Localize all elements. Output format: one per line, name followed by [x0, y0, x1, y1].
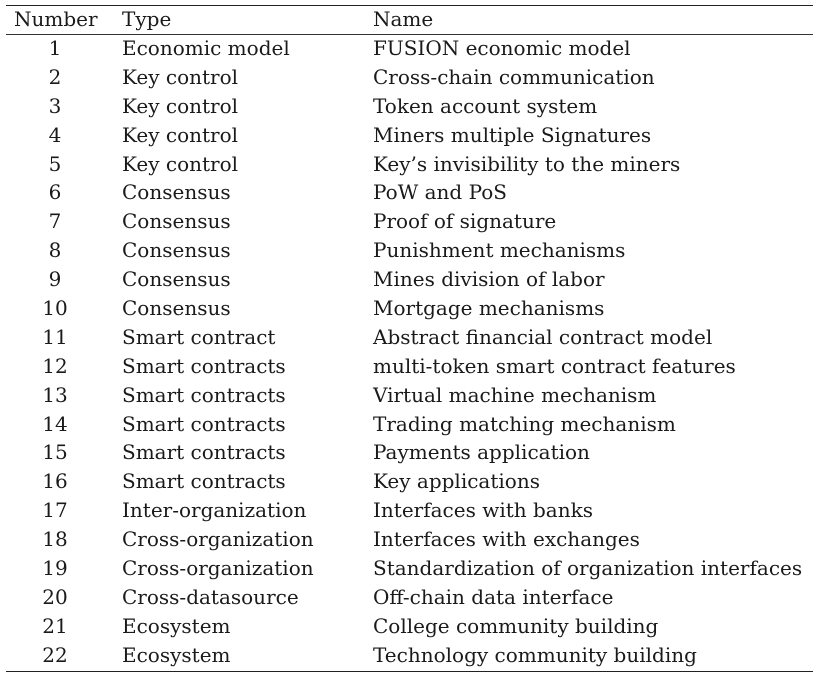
- cell-number: 10: [42, 296, 68, 321]
- cell-name: Cross-chain communication: [373, 64, 655, 89]
- cell-name: College community building: [373, 613, 659, 638]
- cell-name: Standardization of organization interfaces: [373, 556, 803, 581]
- cell-number: 8: [48, 238, 62, 263]
- cell-number: 6: [48, 180, 62, 205]
- table-row: [6, 612, 813, 641]
- table-row: [6, 63, 813, 92]
- cell-number: 12: [42, 353, 68, 378]
- cell-name: Token account system: [373, 93, 598, 118]
- table-row: [6, 178, 813, 207]
- cell-type: Consensus: [122, 238, 231, 263]
- cell-type: Cross-datasource: [122, 584, 299, 609]
- cell-number: 9: [48, 267, 62, 292]
- cell-name: Miners multiple Signatures: [373, 122, 652, 147]
- cell-number: 17: [42, 498, 68, 523]
- cell-type: Consensus: [122, 296, 231, 321]
- cell-type: Smart contracts: [122, 382, 286, 407]
- cell-number: 3: [48, 93, 62, 118]
- table-row: [6, 496, 813, 525]
- table-bottom-rule: [6, 671, 813, 672]
- cell-name: Abstract financial contract model: [373, 324, 713, 349]
- cell-name: Mortgage mechanisms: [373, 296, 605, 321]
- cell-type: Ecosystem: [122, 613, 231, 638]
- cell-name: Key’s invisibility to the miners: [373, 151, 681, 176]
- column-header-name: Name: [373, 7, 434, 31]
- cell-number: 11: [42, 324, 68, 349]
- cell-number: 4: [48, 122, 62, 147]
- table-row: [6, 294, 813, 323]
- cell-number: 2: [48, 64, 62, 89]
- table-row: [6, 150, 813, 179]
- table-row: [6, 641, 813, 670]
- cell-number: 16: [42, 469, 68, 494]
- table-row: [6, 323, 813, 352]
- cell-name: multi-token smart contract features: [373, 353, 736, 378]
- cell-type: Smart contracts: [122, 440, 286, 465]
- table-row: [6, 352, 813, 381]
- table-row: [6, 554, 813, 583]
- cell-type: Key control: [122, 93, 239, 118]
- cell-type: Inter-organization: [122, 498, 307, 523]
- cell-type: Key control: [122, 122, 239, 147]
- table-row: [6, 207, 813, 236]
- table-row: [6, 467, 813, 496]
- table-row: [6, 583, 813, 612]
- cell-type: Key control: [122, 64, 239, 89]
- cell-type: Smart contract: [122, 324, 276, 349]
- cell-number: 18: [42, 527, 68, 552]
- cell-type: Consensus: [122, 209, 231, 234]
- table-row: [6, 265, 813, 294]
- table-row: [6, 410, 813, 439]
- cell-number: 7: [48, 209, 62, 234]
- cell-name: Virtual machine mechanism: [373, 382, 657, 407]
- column-header-number: Number: [14, 7, 98, 31]
- cell-name: Trading matching mechanism: [373, 411, 676, 436]
- cell-number: 1: [48, 36, 62, 60]
- cell-number: 19: [42, 556, 68, 581]
- cell-number: 21: [42, 613, 68, 638]
- cell-number: 22: [42, 642, 68, 667]
- cell-number: 14: [42, 411, 68, 436]
- cell-type: Smart contracts: [122, 469, 286, 494]
- cell-type: Consensus: [122, 267, 231, 292]
- column-header-type: Type: [122, 7, 172, 31]
- cell-name: FUSION economic model: [373, 36, 631, 60]
- table-row: [6, 381, 813, 410]
- table-row: [6, 236, 813, 265]
- cell-number: 5: [48, 151, 62, 176]
- cell-number: 20: [42, 584, 68, 609]
- cell-name: Punishment mechanisms: [373, 238, 626, 263]
- cell-name: Mines division of labor: [373, 267, 605, 292]
- cell-name: Interfaces with exchanges: [373, 527, 640, 552]
- cell-number: 15: [42, 440, 68, 465]
- table-row: [6, 438, 813, 467]
- table-body: [6, 34, 813, 670]
- cell-name: Key applications: [373, 469, 540, 494]
- cell-type: Cross-organization: [122, 527, 314, 552]
- cell-number: 13: [42, 382, 68, 407]
- table-row: [6, 525, 813, 554]
- cell-name: Interfaces with banks: [373, 498, 593, 523]
- cell-type: Consensus: [122, 180, 231, 205]
- cell-type: Cross-organization: [122, 556, 314, 581]
- cell-type: Smart contracts: [122, 411, 286, 436]
- cell-type: Smart contracts: [122, 353, 286, 378]
- cell-type: Economic model: [122, 36, 290, 60]
- cell-name: Proof of signature: [373, 209, 557, 234]
- cell-type: Key control: [122, 151, 239, 176]
- table-row: [6, 34, 813, 63]
- cell-name: PoW and PoS: [373, 180, 507, 205]
- table-row: [6, 121, 813, 150]
- cell-name: Technology community building: [373, 642, 697, 667]
- cell-type: Ecosystem: [122, 642, 231, 667]
- cell-name: Payments application: [373, 440, 590, 465]
- table-row: [6, 92, 813, 121]
- cell-name: Off-chain data interface: [373, 584, 614, 609]
